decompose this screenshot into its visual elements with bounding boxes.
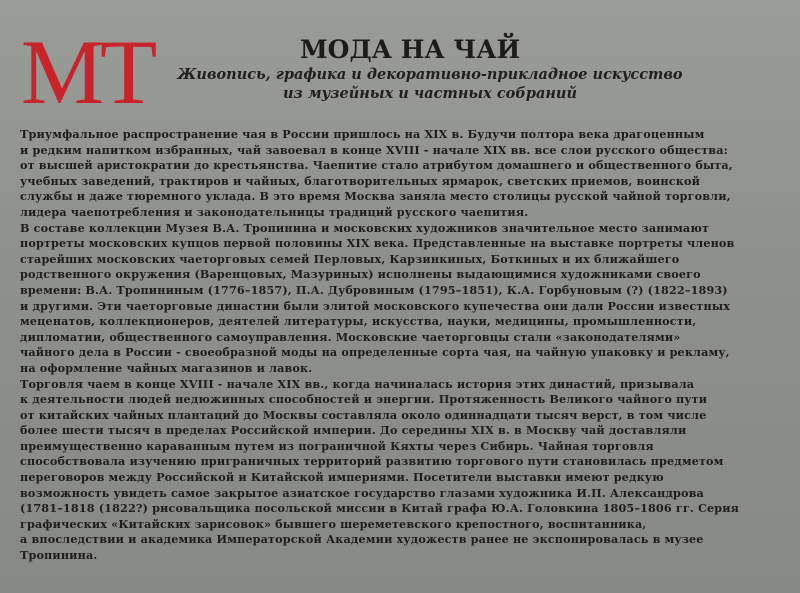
cropped-text-fragment (712, 586, 738, 593)
museum-logo: МТ (20, 21, 154, 123)
body-text (20, 127, 790, 564)
body-text-line: графических «Китайских зарисовок» бывшего шереметевского крепостного, воспитанника, (20, 516, 647, 531)
body-text-line: Торговля чаем в конце XVIII - начале XIX вв., когда начиналась история этих династий, призывала (20, 376, 695, 391)
subtitle-line: Живопись, графика и декоративно-прикладное искусство (177, 66, 683, 83)
body-text-line: на оформление чайных магазинов и лавок. (20, 360, 313, 375)
body-text-line: дипломатии, общественного самоуправления. Московские чаеторговцы стали «законодателями» (20, 329, 681, 344)
body-text-line: (1781–1818 (1822?) рисовальщика посольской миссии в Китай графа Ю.А. Головкина 1805–1806 гг. Серия (20, 501, 740, 516)
page-title: МОДА НА ЧАЙ (300, 35, 521, 64)
body-text-line: Тропинина. (20, 548, 98, 563)
body-text-line: лидера чаепотребления и законодательницы традиций русского чаепития. (20, 204, 529, 219)
body-text-line: родственного окружения (Варенцовых, Мазуриных) исполнены выдающимися художниками своего (20, 267, 701, 282)
body-text-line: от высшей аристократии до крестьянства. Чаепитие стало атрибутом домашнего и общественного быта, (20, 158, 733, 173)
body-text-line: Триумфальное распространение чая в России пришлось на XIX в. Будучи полтора века драгоценным (20, 127, 705, 141)
body-text-line: возможность увидеть самое закрытое азиатское государство глазами художника И.П. Александрова (20, 485, 704, 500)
body-text-line: преимущественно караванным путем из пограничной Кяхты через Сибирь. Чайная торговля (20, 438, 654, 453)
body-text-line: портреты московских купцов первой половины XIX века. Представленные на выставке портреты членов (20, 236, 735, 251)
body-text-line: а впоследствии и академика Императорской Академии художеств ранее не экспонировалась в музее (20, 532, 704, 547)
subtitle (140, 66, 720, 103)
body-text-line: более шести тысяч в пределах Российской империи. До середины XIX в. в Москву чай доставляли (20, 423, 687, 438)
body-text-line: старейших московских чаеторговых семей Перловых, Карзинкиных, Боткиных и их ближайшего (20, 251, 680, 266)
body-text-line: меценатов, коллекционеров, деятелей литературы, искусства, науки, медицины, промышленности, (20, 314, 697, 329)
body-text-line: и редким напитком избранных, чай завоевал в конце XVIII - начале XIX вв. все слои русского общества: (20, 142, 728, 157)
body-text-line: от китайских чайных плантаций до Москвы составляла около одиннадцати тысяч верст, в том числе (20, 407, 707, 422)
body-text-line: службы и даже тюремного уклада. В это время Москва заняла место столицы русской чайной торговли, (20, 189, 731, 204)
body-text-line: В составе коллекции Музея В.А. Тропинина и московских художников значительное место занимают (20, 220, 710, 235)
body-text-line: к деятельности людей недюжинных способностей и энергии. Протяженность Великого чайного пути (20, 392, 708, 407)
body-text-line: способствовала изучению приграничных территорий развитию торгового пути становилась предметом (20, 454, 724, 469)
subtitle-line: из музейных и частных собраний (282, 84, 578, 102)
body-text-line: учебных заведений, трактиров и чайных, благотворительных ярмарок, светских приемов, воинской (20, 173, 701, 188)
body-text-line: времени: В.А. Тропининым (1776–1857), П.А. Дубровиным (1795–1851), К.А. Горбуновым (?) (1822–1893) (20, 282, 728, 297)
body-text-line: и другими. Эти чаеторговые династии были элитой московского купечества они дали России известных (20, 298, 731, 313)
body-text-line: переговоров между Российской и Китайской империями. Посетители выставки имеют редкую (20, 470, 664, 485)
body-text-line: чайного дела в России - своеобразной моды на определенные сорта чая, на чайную упаковку и рекламу, (20, 345, 730, 360)
